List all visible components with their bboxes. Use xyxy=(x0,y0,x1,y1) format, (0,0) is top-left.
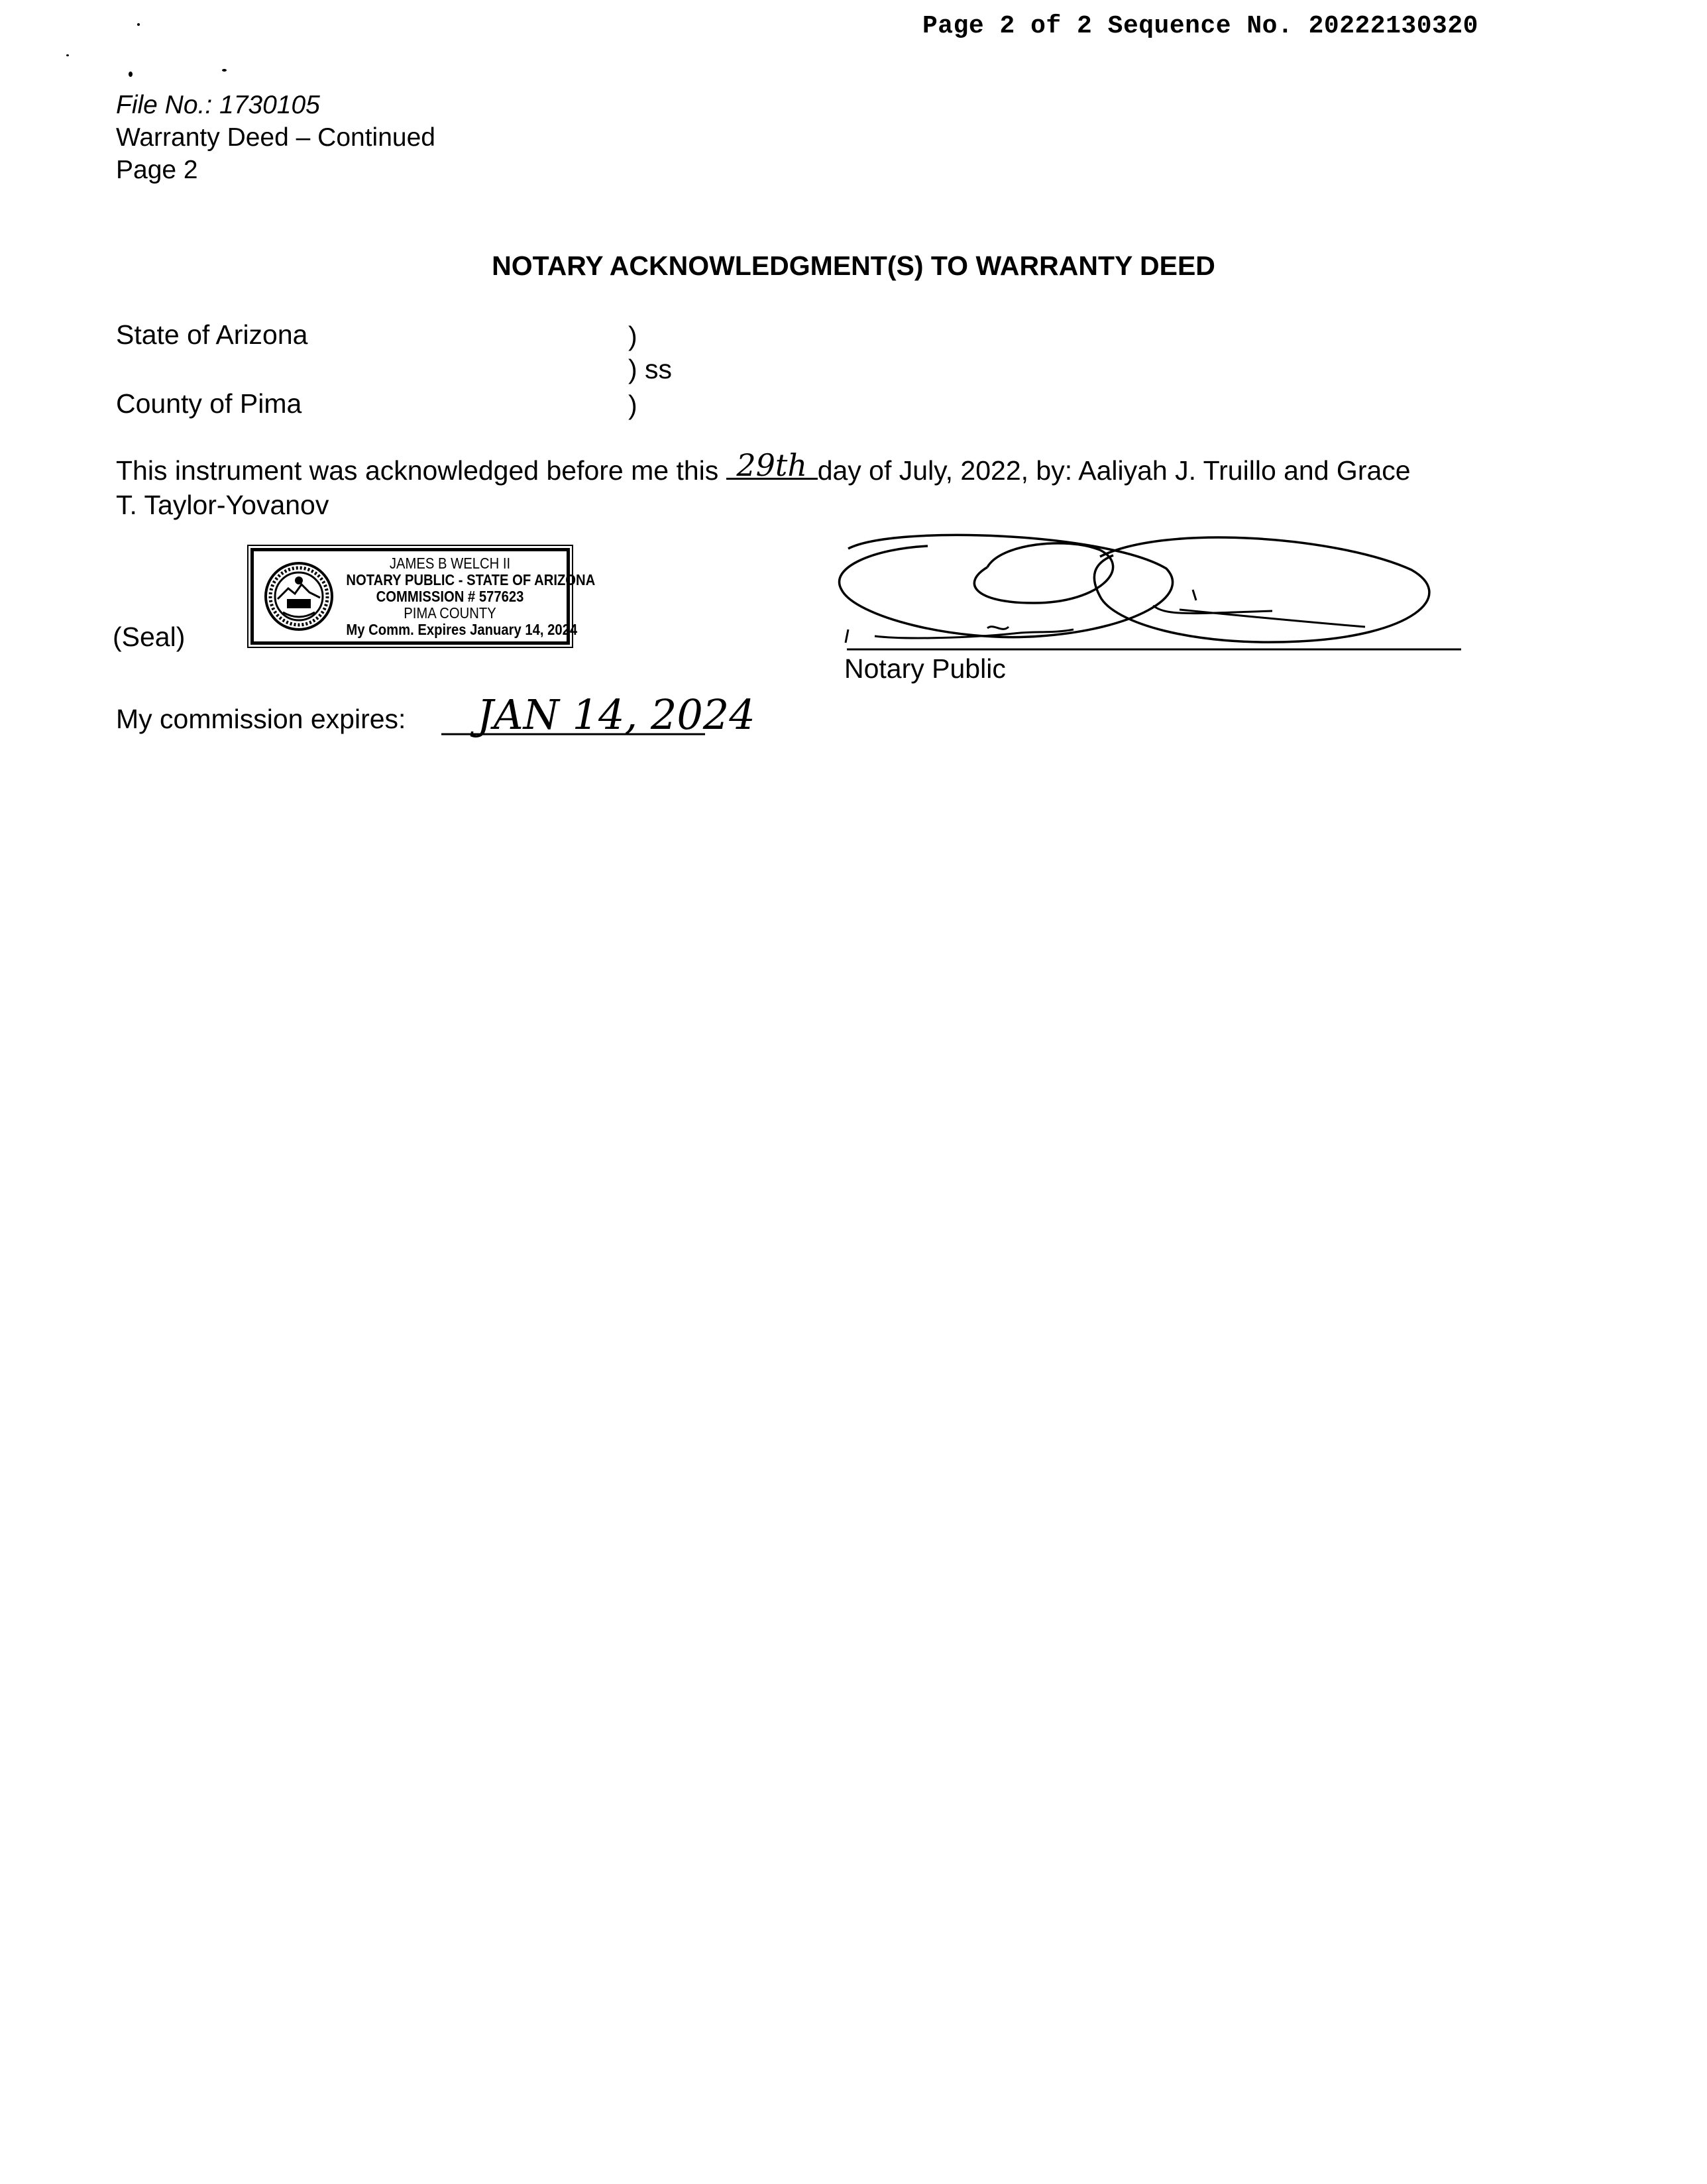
handwritten-day: 29th xyxy=(726,453,818,480)
acknowledgment-line-2: T. Taylor-Yovanov xyxy=(116,490,329,520)
scan-speck xyxy=(137,23,140,26)
arizona-seal-icon xyxy=(263,561,335,632)
venue-paren-top: ) xyxy=(628,321,637,351)
document-title: NOTARY ACKNOWLEDGMENT(S) TO WARRANTY DEED xyxy=(492,250,1215,281)
stamp-commission: COMMISSION # 577623 xyxy=(376,588,524,605)
venue-state: State of Arizona xyxy=(116,319,308,350)
scan-speck xyxy=(66,54,69,56)
acknowledgment-paragraph xyxy=(116,447,1411,522)
page-number: Page 2 xyxy=(116,156,198,184)
commission-expires-label: My commission expires: xyxy=(116,704,406,734)
commission-expires-handwritten xyxy=(437,669,755,742)
acknowledgment-suffix: day of July, 2022, by: Aaliyah J. Truillo and Grace xyxy=(817,455,1411,486)
stamp-county: PIMA COUNTY xyxy=(404,604,496,622)
file-number: 1730105 xyxy=(219,91,320,119)
notary-public-label: Notary Public xyxy=(844,653,1006,684)
stamp-text xyxy=(346,555,596,638)
file-info-block xyxy=(116,89,435,186)
notary-stamp xyxy=(250,548,596,645)
acknowledgment-line-1 xyxy=(116,447,1411,488)
document-continued: Warranty Deed – Continued xyxy=(116,123,435,152)
handwritten-date-text: JAN 14, 2024 xyxy=(477,690,755,739)
page-sequence-header: Page 2 of 2 Sequence No. 20222130320 xyxy=(922,12,1478,40)
stamp-notary-name: JAMES B WELCH II xyxy=(389,555,511,572)
seal-label: (Seal) xyxy=(113,622,186,652)
scan-speck xyxy=(222,69,227,72)
file-number-line xyxy=(116,89,435,121)
venue-county: County of Pima xyxy=(116,388,302,419)
scan-speck xyxy=(129,72,133,77)
venue-paren-bottom: ) xyxy=(628,390,637,420)
stamp-expiry: My Comm. Expires January 14, 2024 xyxy=(346,621,578,638)
notary-signature xyxy=(822,530,1471,663)
venue-paren-ss: ) ss xyxy=(628,354,673,384)
file-number-label: File No.: xyxy=(116,91,213,119)
acknowledgment-prefix: This instrument was acknowledged before me this xyxy=(116,455,719,486)
stamp-notary-title: NOTARY PUBLIC - STATE OF ARIZONA xyxy=(346,571,596,588)
